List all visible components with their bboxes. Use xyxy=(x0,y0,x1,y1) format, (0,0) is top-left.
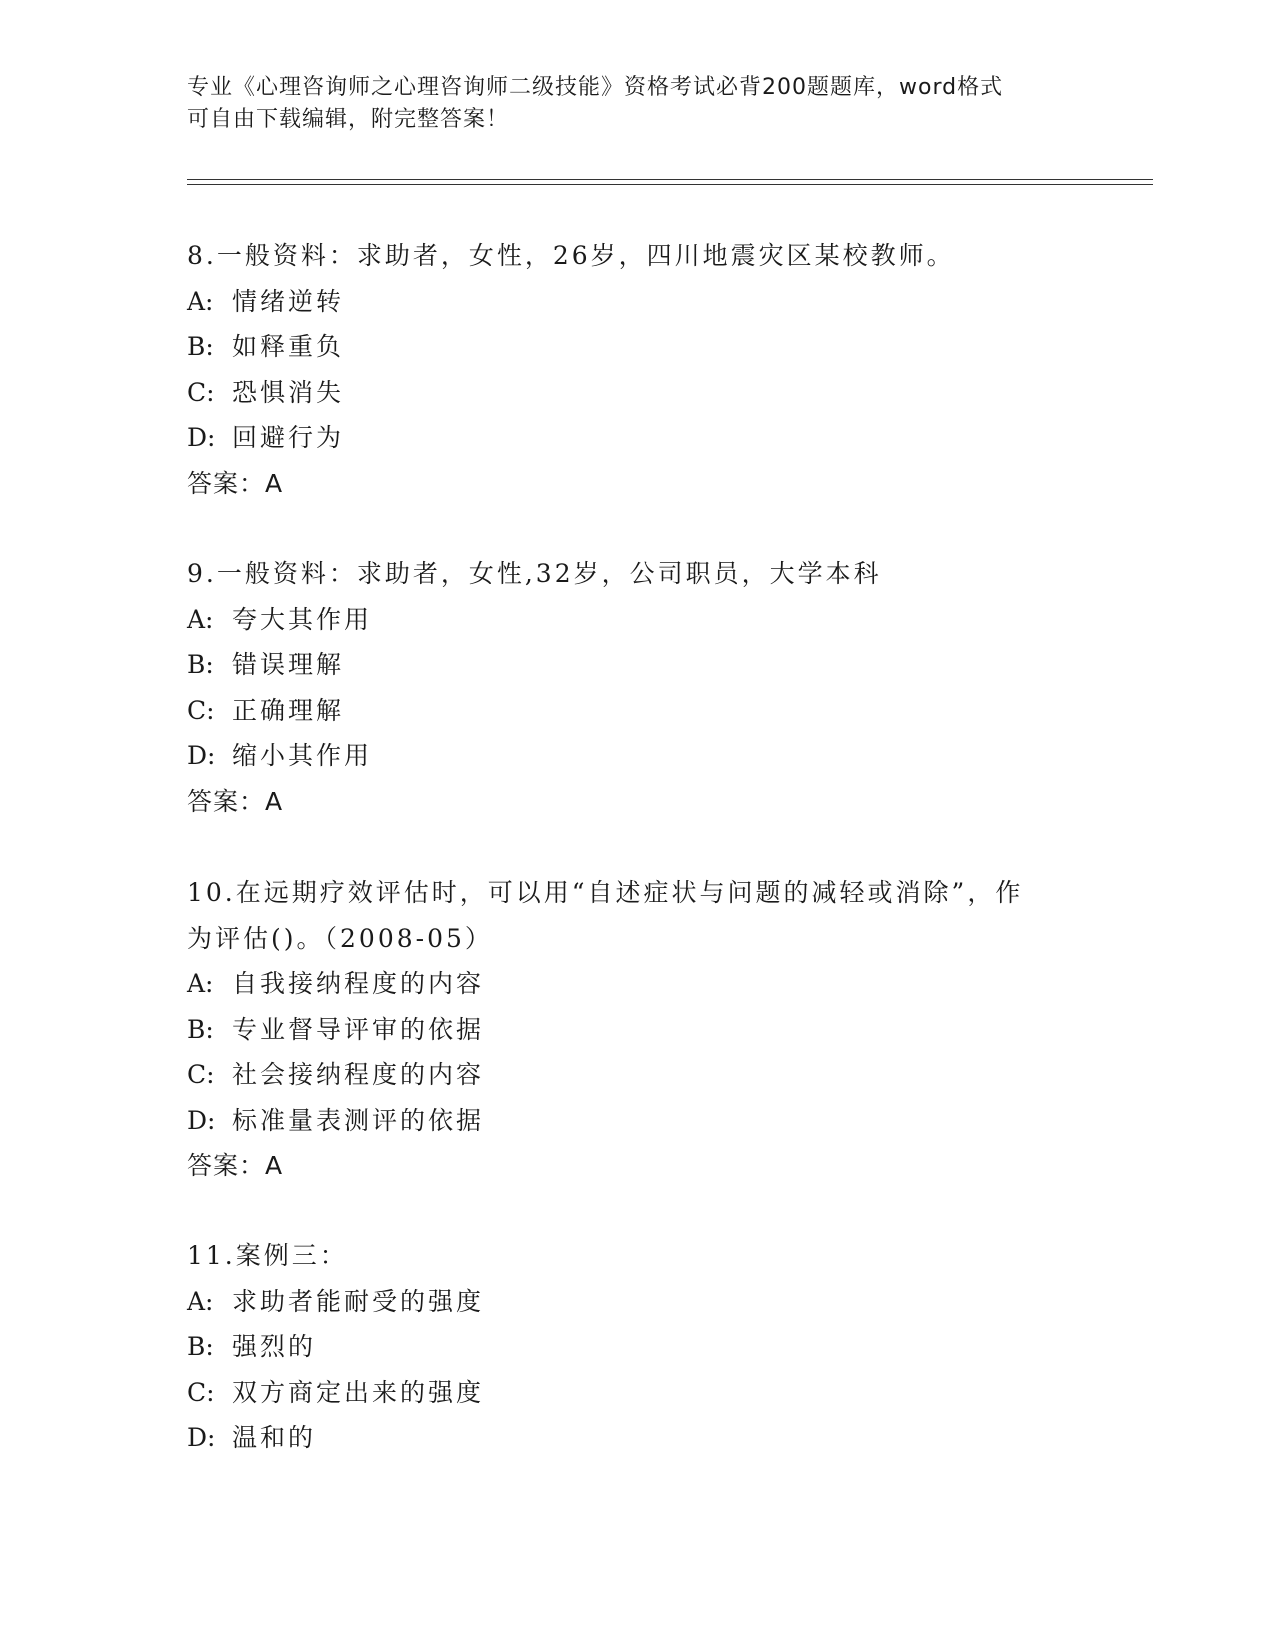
option-text: 恐惧消失 xyxy=(232,377,345,407)
option-text: 如释重负 xyxy=(232,332,345,361)
option-text: 夸大其作用 xyxy=(232,604,373,634)
option-a xyxy=(187,597,1107,643)
option-a xyxy=(187,961,1107,1007)
option-label: A: xyxy=(187,604,214,634)
option-label: B: xyxy=(187,1014,214,1044)
option-label: A: xyxy=(187,969,214,998)
option-text: 社会接纳程度的内容 xyxy=(232,1060,485,1089)
question-8 xyxy=(187,233,1107,506)
option-label: D: xyxy=(187,423,216,452)
option-a xyxy=(187,279,1107,325)
answer: 答案：A xyxy=(187,1151,284,1180)
document-header xyxy=(187,72,1087,136)
option-label: B: xyxy=(187,332,214,361)
option-label: D: xyxy=(187,1105,216,1135)
option-d xyxy=(187,415,1107,461)
option-c xyxy=(187,1370,1107,1416)
option-c xyxy=(187,370,1107,416)
option-label: C: xyxy=(187,377,215,407)
option-text: 强烈的 xyxy=(232,1332,317,1361)
header-divider-top xyxy=(187,179,1153,180)
option-text: 求助者能耐受的强度 xyxy=(232,1286,485,1316)
option-label: C: xyxy=(187,1060,215,1089)
option-text: 专业督导评审的依据 xyxy=(232,1014,485,1044)
option-label: D: xyxy=(187,741,216,770)
answer: 答案：A xyxy=(187,786,284,816)
option-label: D: xyxy=(187,1423,216,1452)
question-stem: 11.案例三： xyxy=(187,1241,348,1270)
option-c xyxy=(187,1052,1107,1098)
option-b xyxy=(187,1007,1107,1053)
option-text: 缩小其作用 xyxy=(232,741,373,770)
option-label: A: xyxy=(187,286,214,316)
option-a xyxy=(187,1279,1107,1325)
option-c xyxy=(187,688,1107,734)
option-text: 错误理解 xyxy=(232,650,345,679)
question-11 xyxy=(187,1233,1107,1461)
option-text: 自我接纳程度的内容 xyxy=(232,969,485,998)
header-divider-bottom xyxy=(187,184,1153,185)
header-line-2: 可自由下载编辑，附完整答案！ xyxy=(187,107,510,132)
question-10 xyxy=(187,870,1107,1189)
answer: 答案：A xyxy=(187,468,284,498)
question-stem-line-1: 10.在远期疗效评估时，可以用“自述症状与问题的减轻或消除”，作 xyxy=(187,878,1024,907)
option-d xyxy=(187,733,1107,779)
question-stem: 9.一般资料：求助者，女性,32岁，公司职员，大学本科 xyxy=(187,559,882,588)
option-d xyxy=(187,1098,1107,1144)
option-label: B: xyxy=(187,650,214,679)
option-text: 正确理解 xyxy=(232,695,345,725)
option-text: 情绪逆转 xyxy=(232,286,345,316)
question-stem-line-2: 为评估()。（2008-05） xyxy=(187,923,493,953)
option-label: A: xyxy=(187,1286,214,1316)
header-line-1: 专业《心理咨询师之心理咨询师二级技能》资格考试必背200题题库，word格式 xyxy=(187,75,1004,100)
question-9 xyxy=(187,551,1107,824)
option-text: 回避行为 xyxy=(232,423,345,452)
option-b xyxy=(187,324,1107,370)
option-text: 双方商定出来的强度 xyxy=(232,1377,485,1407)
option-label: C: xyxy=(187,1377,215,1407)
option-text: 标准量表测评的依据 xyxy=(232,1105,485,1135)
option-text: 温和的 xyxy=(232,1423,317,1452)
option-b xyxy=(187,1324,1107,1370)
question-stem: 8.一般资料：求助者，女性，26岁，四川地震灾区某校教师。 xyxy=(187,241,955,270)
option-label: C: xyxy=(187,695,215,725)
option-b xyxy=(187,642,1107,688)
option-label: B: xyxy=(187,1332,214,1361)
option-d xyxy=(187,1415,1107,1461)
